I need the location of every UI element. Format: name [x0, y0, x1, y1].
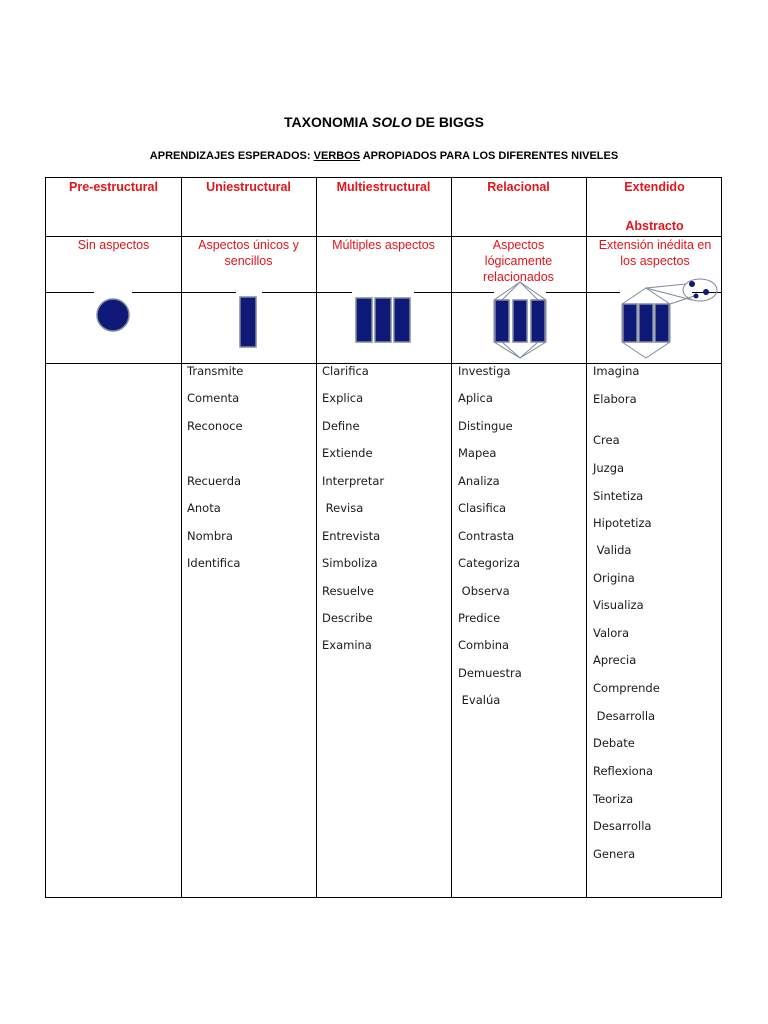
- verb-item: Identifica: [187, 556, 241, 570]
- verb-item: Recuerda: [187, 474, 242, 488]
- verb-item: Examina: [322, 638, 372, 652]
- column-divider: [451, 178, 452, 897]
- single-circle-icon: [94, 296, 134, 340]
- page-subtitle: APRENDIZAJES ESPERADOS: VERBOS APROPIADOS PARA LOS DIFERENTES NIVELES: [149, 150, 619, 162]
- verb-item: Revisa: [322, 501, 364, 515]
- verb-item: Valora: [593, 626, 630, 640]
- extended-abstract-icon: [616, 274, 720, 364]
- verb-item: Hipotetiza: [593, 516, 652, 530]
- verb-item: Analiza: [458, 474, 500, 488]
- verb-item: Crea: [593, 433, 620, 447]
- verb-item: Simboliza: [322, 556, 378, 570]
- column-aspect-multiestructural: Múltiples aspectos: [332, 238, 435, 252]
- column-aspect-relacional: Aspectos lógicamente relacionados: [483, 238, 554, 284]
- verb-item: Anota: [187, 501, 221, 515]
- baseline-segment: [414, 292, 494, 293]
- verb-item: Comenta: [187, 391, 240, 405]
- baseline-segment: [132, 292, 236, 293]
- verb-item: Distingue: [458, 419, 513, 433]
- column-aspect-pre-estructural: Sin aspectos: [77, 238, 150, 252]
- single-bar-icon: [236, 294, 262, 354]
- connected-bars-icon: [490, 280, 550, 364]
- verb-item: Transmite: [187, 364, 244, 378]
- verb-item: Categoriza: [458, 556, 521, 570]
- verb-item: Clasifica: [458, 501, 507, 515]
- verb-item: Desarrolla: [593, 709, 656, 723]
- baseline-segment: [262, 292, 352, 293]
- column-heading-relacional: Relacional: [487, 180, 550, 194]
- verb-item: Explica: [322, 391, 364, 405]
- column-heading-uniestructural: Uniestructural: [206, 180, 291, 194]
- column-divider: [586, 178, 587, 897]
- verb-item: Mapea: [458, 446, 497, 460]
- column-aspect-extendido: Extensión inédita en los aspectos: [598, 238, 712, 268]
- baseline-segment: [546, 292, 620, 293]
- page-title: TAXONOMIA SOLO DE BIGGS: [284, 114, 484, 130]
- verb-item: Contrasta: [458, 529, 515, 543]
- verb-item: Predice: [458, 611, 501, 625]
- verb-item: Reconoce: [187, 419, 243, 433]
- verb-item: Debate: [593, 736, 635, 750]
- verb-item: Entrevista: [322, 529, 381, 543]
- verb-item: Interpretar: [322, 474, 385, 488]
- verb-item: Combina: [458, 638, 510, 652]
- column-heading-extendido: Extendido: [624, 180, 685, 194]
- column-divider: [316, 178, 317, 897]
- verb-item: Aprecia: [593, 653, 637, 667]
- verb-item: Genera: [593, 847, 636, 861]
- baseline-segment: [46, 292, 94, 293]
- verb-item: Sintetiza: [593, 489, 644, 503]
- verb-item: Comprende: [593, 681, 660, 695]
- verb-item: Resuelve: [322, 584, 374, 598]
- verb-item: Nombra: [187, 529, 233, 543]
- verb-item: Reflexiona: [593, 764, 654, 778]
- verb-item: Observa: [458, 584, 510, 598]
- taxonomy-table: [45, 177, 722, 898]
- verb-item: Valida: [593, 543, 632, 557]
- verb-item: Demuestra: [458, 666, 522, 680]
- verb-item: Clarifica: [322, 364, 369, 378]
- column-aspect-uniestructural: Aspectos únicos y sencillos: [198, 238, 299, 268]
- verb-item: Origina: [593, 571, 635, 585]
- verb-item: Describe: [322, 611, 373, 625]
- column-heading-pre-estructural: Pre-estructural: [69, 180, 158, 194]
- verb-item: Elabora: [593, 392, 637, 406]
- column-heading-multiestructural: Multiestructural: [336, 180, 431, 194]
- verb-item: Visualiza: [593, 598, 644, 612]
- verb-item: Teoriza: [593, 792, 634, 806]
- verb-item: Extiende: [322, 446, 373, 460]
- verb-item: Investiga: [458, 364, 511, 378]
- three-bars-icon: [352, 294, 414, 350]
- verb-item: Evalúa: [458, 693, 501, 707]
- verb-item: Juzga: [593, 461, 625, 475]
- verb-item: Imagina: [593, 364, 640, 378]
- column-divider: [181, 178, 182, 897]
- verb-item: Desarrolla: [593, 819, 652, 833]
- verb-item: Define: [322, 419, 360, 433]
- column-heading-abstracto: Abstracto: [625, 219, 684, 233]
- verb-item: Aplica: [458, 391, 493, 405]
